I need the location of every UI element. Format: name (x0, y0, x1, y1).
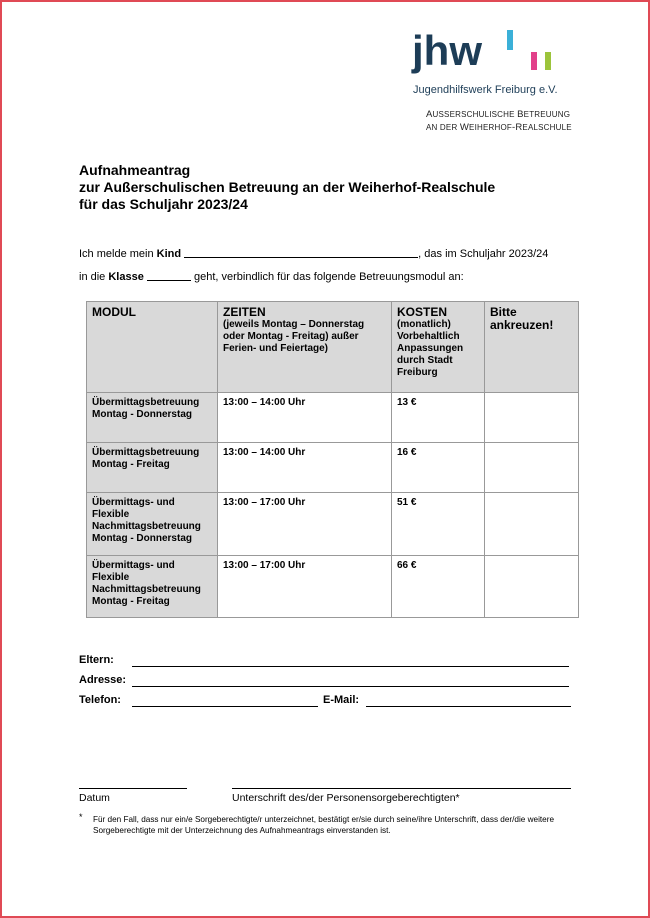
adresse-label: Adresse: (79, 674, 127, 686)
header-kosten: KOSTEN (monatlich) Vorbehaltlich Anpassungen durch Stadt Freiburg (392, 302, 485, 393)
logo-org-name: Jugendhilfswerk Freiburg e.V. (413, 84, 558, 96)
logo-mark: jhw (412, 27, 482, 74)
row-modul: Übermittags- und Flexible Nachmittagsbetreuung Montag - Freitag (87, 556, 218, 618)
intro-line-1: Ich melde mein Kind , das im Schuljahr 2023/24 (79, 248, 549, 260)
title-line-1: Aufnahmeantrag (79, 162, 191, 178)
row-modul: Übermittagsbetreuung Montag - Donnerstag (87, 393, 218, 443)
table-header-row (87, 302, 579, 393)
row-modul: Übermittagsbetreuung Montag - Freitag (87, 443, 218, 493)
document-title (79, 162, 495, 213)
footnote (79, 814, 579, 836)
module-table (86, 301, 579, 618)
row-zeit: 13:00 – 17:00 Uhr (218, 556, 392, 618)
table-row (87, 493, 579, 556)
logo-subtitle-line1: AUSSERSCHULISCHE BETREUUNG (426, 109, 571, 120)
signature-label: Unterschrift des/der Personensorgeberechtigten* (232, 792, 460, 804)
table-row (87, 443, 579, 493)
header-bitte: Bitte ankreuzen! (485, 302, 579, 393)
table-row (87, 393, 579, 443)
row-checkbox-cell[interactable] (485, 556, 579, 618)
klasse-blank[interactable] (147, 280, 191, 281)
row-modul: Übermittags- und Flexible Nachmittagsbetreuung Montag - Donnerstag (87, 493, 218, 556)
row-kosten: 13 € (392, 393, 485, 443)
row-checkbox-cell[interactable] (485, 443, 579, 493)
footnote-star: * (79, 812, 83, 822)
row-zeit: 13:00 – 17:00 Uhr (218, 493, 392, 556)
email-field[interactable] (366, 706, 571, 707)
footnote-text: Für den Fall, dass nur ein/e Sorgeberechtigte/r unterzeichnet, bestätigt er/sie durch seine/ihre Unterschrift, dass der/die weitere Sorgeberechtigte mit der Unterzeichnung des Aufnahmeantrags einverstanden ist. (93, 815, 555, 835)
row-zeit: 13:00 – 14:00 Uhr (218, 393, 392, 443)
row-checkbox-cell[interactable] (485, 493, 579, 556)
eltern-field[interactable] (132, 666, 569, 667)
datum-field[interactable] (79, 788, 187, 789)
table-row (87, 556, 579, 618)
row-zeit: 13:00 – 14:00 Uhr (218, 443, 392, 493)
logo-bar-pink (531, 52, 537, 70)
logo-subtitle-line2: AN DER WEIHERHOF-REALSCHULE (426, 122, 572, 133)
adresse-field[interactable] (132, 686, 569, 687)
logo-bar-blue (507, 30, 513, 50)
kind-name-blank[interactable] (184, 257, 418, 258)
jhw-logo (412, 27, 592, 105)
header-zeiten: ZEITEN (jeweils Montag – Donnerstag oder Montag - Freitag) außer Ferien- und Feiertage) (218, 302, 392, 393)
email-label: E-Mail: (323, 694, 360, 706)
eltern-label: Eltern: (79, 654, 114, 666)
telefon-label: Telefon: (79, 694, 121, 706)
title-line-2: zur Außerschulischen Betreuung an der Weiherhof-Realschule (79, 179, 496, 195)
title-line-3: für das Schuljahr 2023/24 (79, 196, 248, 212)
telefon-field[interactable] (132, 706, 318, 707)
header-modul: MODUL (87, 302, 218, 393)
row-checkbox-cell[interactable] (485, 393, 579, 443)
row-kosten: 16 € (392, 443, 485, 493)
logo-bar-green (545, 52, 551, 70)
signature-field[interactable] (232, 788, 571, 789)
intro-line-2: in die Klasse geht, verbindlich für das folgende Betreuungsmodul an: (79, 271, 464, 283)
row-kosten: 51 € (392, 493, 485, 556)
datum-label: Datum (79, 792, 110, 804)
row-kosten: 66 € (392, 556, 485, 618)
